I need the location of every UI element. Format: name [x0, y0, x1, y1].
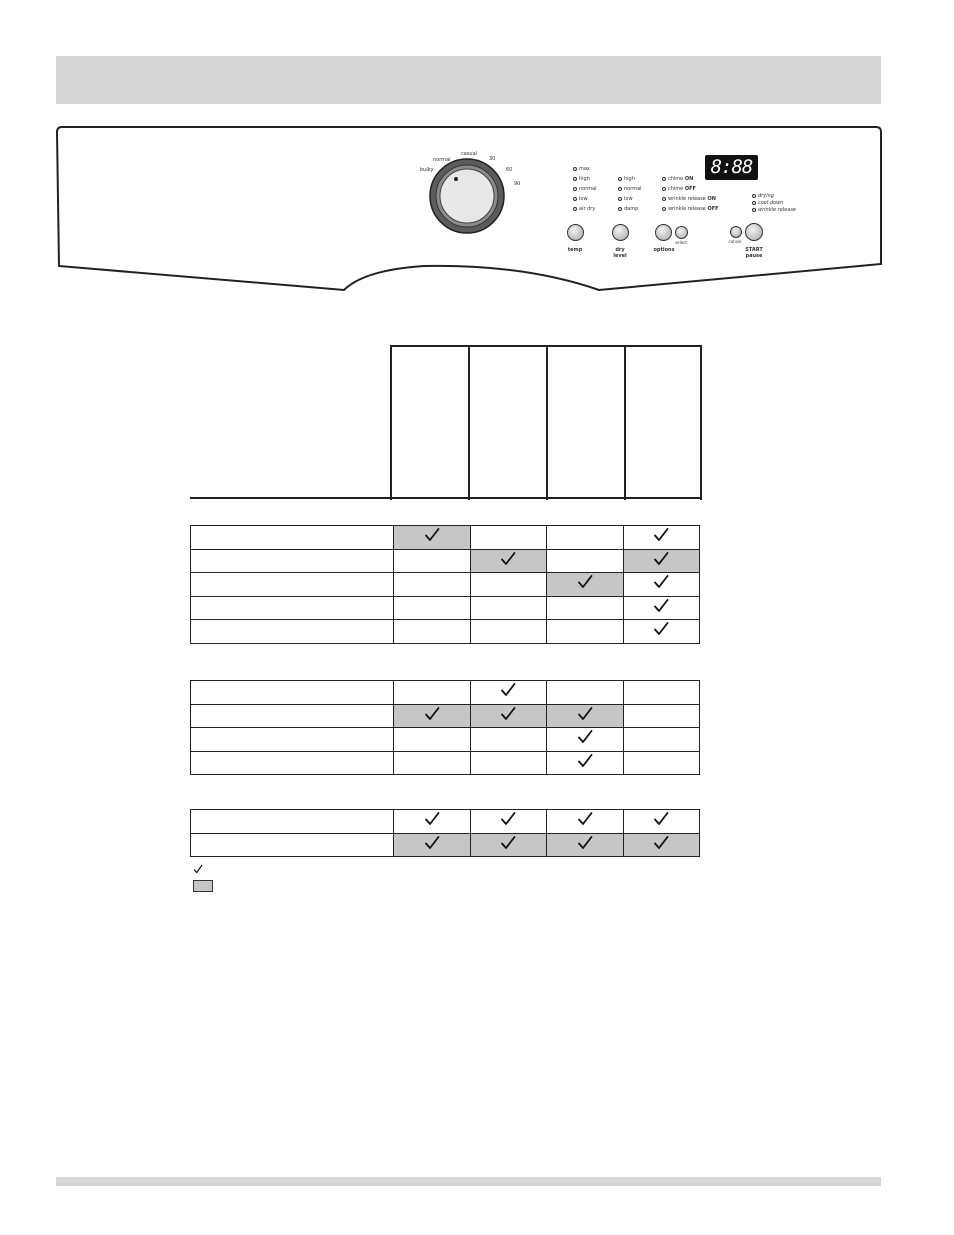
checkmark-cell	[547, 751, 624, 775]
matrix-column-header	[468, 345, 546, 500]
empty-cell	[470, 596, 547, 620]
row-label	[191, 596, 394, 620]
matrix-column-header	[390, 345, 468, 500]
empty-cell	[470, 526, 547, 550]
status-indicator-cool-down: cool down	[752, 200, 783, 206]
checkmark-cell	[470, 549, 547, 573]
checkmark-cell	[623, 596, 700, 620]
legend-checkmark-icon	[193, 864, 203, 874]
table-row	[191, 751, 700, 775]
checkmark-cell	[623, 526, 700, 550]
checkmark-cell	[394, 526, 471, 550]
checkmark-icon	[653, 527, 669, 543]
empty-cell	[394, 596, 471, 620]
cycle-selector-knob-icon[interactable]	[430, 159, 504, 233]
checkmark-icon	[500, 682, 516, 698]
options-button-label: options	[653, 247, 675, 253]
checkmark-icon	[577, 729, 593, 745]
checkmark-cell	[623, 573, 700, 597]
checkmark-cell	[623, 549, 700, 573]
table-row	[191, 833, 700, 857]
status-indicator-drying: drying	[752, 193, 774, 199]
page-header-bar	[56, 56, 881, 104]
time-display: 8:88	[705, 155, 758, 180]
row-label	[191, 704, 394, 728]
empty-cell	[394, 751, 471, 775]
row-label	[191, 573, 394, 597]
dry-level-button[interactable]	[612, 224, 629, 241]
empty-cell	[623, 681, 700, 705]
empty-cell	[394, 728, 471, 752]
matrix-header-rule	[190, 497, 700, 499]
option-indicator-wrinkle-off: wrinkle release OFF	[662, 206, 719, 212]
row-label	[191, 810, 394, 834]
checkmark-icon	[577, 835, 593, 851]
empty-cell	[470, 573, 547, 597]
checkmark-cell	[394, 833, 471, 857]
checkmark-cell	[547, 573, 624, 597]
checkmark-cell	[547, 833, 624, 857]
temp-indicator-air-dry: air dry	[573, 206, 595, 212]
select-button[interactable]	[675, 226, 688, 239]
row-label	[191, 549, 394, 573]
empty-cell	[470, 751, 547, 775]
checkmark-cell	[623, 833, 700, 857]
checkmark-icon	[653, 835, 669, 851]
status-indicator-wrinkle-release: wrinkle release	[752, 207, 796, 213]
empty-cell	[394, 620, 471, 644]
cancel-button-label: cancel	[728, 239, 742, 244]
checkmark-icon	[500, 551, 516, 567]
empty-cell	[547, 596, 624, 620]
dial-label-30: 30	[489, 156, 496, 162]
empty-cell	[623, 728, 700, 752]
dial-label-60: 60	[506, 167, 513, 173]
dry-indicator-normal: normal	[618, 186, 642, 192]
select-button-label: select	[675, 240, 687, 245]
table-row	[191, 549, 700, 573]
checkmark-icon	[577, 706, 593, 722]
dry-indicator-damp: damp	[618, 206, 638, 212]
checkmark-cell	[470, 833, 547, 857]
temp-indicator-max: max	[573, 166, 590, 172]
empty-cell	[547, 549, 624, 573]
table-row	[191, 596, 700, 620]
empty-cell	[547, 620, 624, 644]
dial-label-normal: normal	[433, 157, 451, 163]
empty-cell	[623, 704, 700, 728]
empty-cell	[470, 728, 547, 752]
dry-indicator-low: low	[618, 196, 633, 202]
cancel-button[interactable]	[730, 226, 742, 238]
table-row	[191, 728, 700, 752]
checkmark-cell	[623, 810, 700, 834]
checkmark-cell	[470, 704, 547, 728]
temp-button[interactable]	[567, 224, 584, 241]
empty-cell	[470, 620, 547, 644]
page-footer-bar	[56, 1177, 881, 1186]
table-row	[191, 620, 700, 644]
checkmark-icon	[424, 835, 440, 851]
empty-cell	[547, 526, 624, 550]
checkmark-icon	[653, 551, 669, 567]
row-label	[191, 728, 394, 752]
checkmark-icon	[577, 574, 593, 590]
checkmark-icon	[424, 527, 440, 543]
option-indicator-wrinkle-on: wrinkle release ON	[662, 196, 716, 202]
checkmark-icon	[653, 811, 669, 827]
checkmark-icon	[577, 811, 593, 827]
matrix-group	[190, 680, 700, 775]
checkmark-icon	[500, 706, 516, 722]
empty-cell	[394, 681, 471, 705]
checkmark-cell	[470, 681, 547, 705]
option-indicator-chime-on: chime ON	[662, 176, 693, 182]
matrix-group	[190, 809, 700, 857]
row-label	[191, 620, 394, 644]
table-row	[191, 573, 700, 597]
table-row	[191, 681, 700, 705]
empty-cell	[547, 681, 624, 705]
empty-cell	[394, 549, 471, 573]
matrix-column-header	[624, 345, 702, 500]
checkmark-cell	[547, 704, 624, 728]
table-row	[191, 526, 700, 550]
checkmark-cell	[547, 728, 624, 752]
empty-cell	[623, 751, 700, 775]
checkmark-icon	[653, 574, 669, 590]
start-pause-button[interactable]	[745, 223, 763, 241]
matrix-column-header	[546, 345, 624, 500]
row-label	[191, 833, 394, 857]
dial-label-casual: casual	[461, 151, 478, 157]
dry-indicator-high: high	[618, 176, 635, 182]
temp-indicator-low: low	[573, 196, 588, 202]
dry-level-button-label: dry level	[613, 247, 627, 259]
temp-indicator-high: high	[573, 176, 590, 182]
checkmark-icon	[653, 598, 669, 614]
checkmark-cell	[394, 810, 471, 834]
checkmark-cell	[394, 704, 471, 728]
checkmark-icon	[500, 835, 516, 851]
options-button[interactable]	[655, 224, 672, 241]
checkmark-icon	[424, 811, 440, 827]
checkmark-icon	[500, 811, 516, 827]
table-row	[191, 704, 700, 728]
checkmark-cell	[623, 620, 700, 644]
matrix-group	[190, 525, 700, 644]
temp-button-label: temp	[567, 247, 583, 253]
row-label	[191, 751, 394, 775]
matrix-column-headers	[390, 345, 700, 499]
checkmark-cell	[470, 810, 547, 834]
dial-label-bulky: bulky	[420, 167, 434, 173]
row-label	[191, 526, 394, 550]
empty-cell	[394, 573, 471, 597]
checkmark-icon	[653, 621, 669, 637]
checkmark-icon	[577, 753, 593, 769]
option-indicator-chime-off: chime OFF	[662, 186, 696, 192]
legend-shade-swatch	[193, 880, 213, 892]
temp-indicator-normal: normal	[573, 186, 597, 192]
dryer-control-panel	[54, 124, 884, 296]
table-row	[191, 810, 700, 834]
checkmark-icon	[424, 706, 440, 722]
start-pause-button-label: START pause	[745, 247, 763, 259]
dial-label-90: 90	[514, 181, 521, 187]
row-label	[191, 681, 394, 705]
checkmark-cell	[547, 810, 624, 834]
